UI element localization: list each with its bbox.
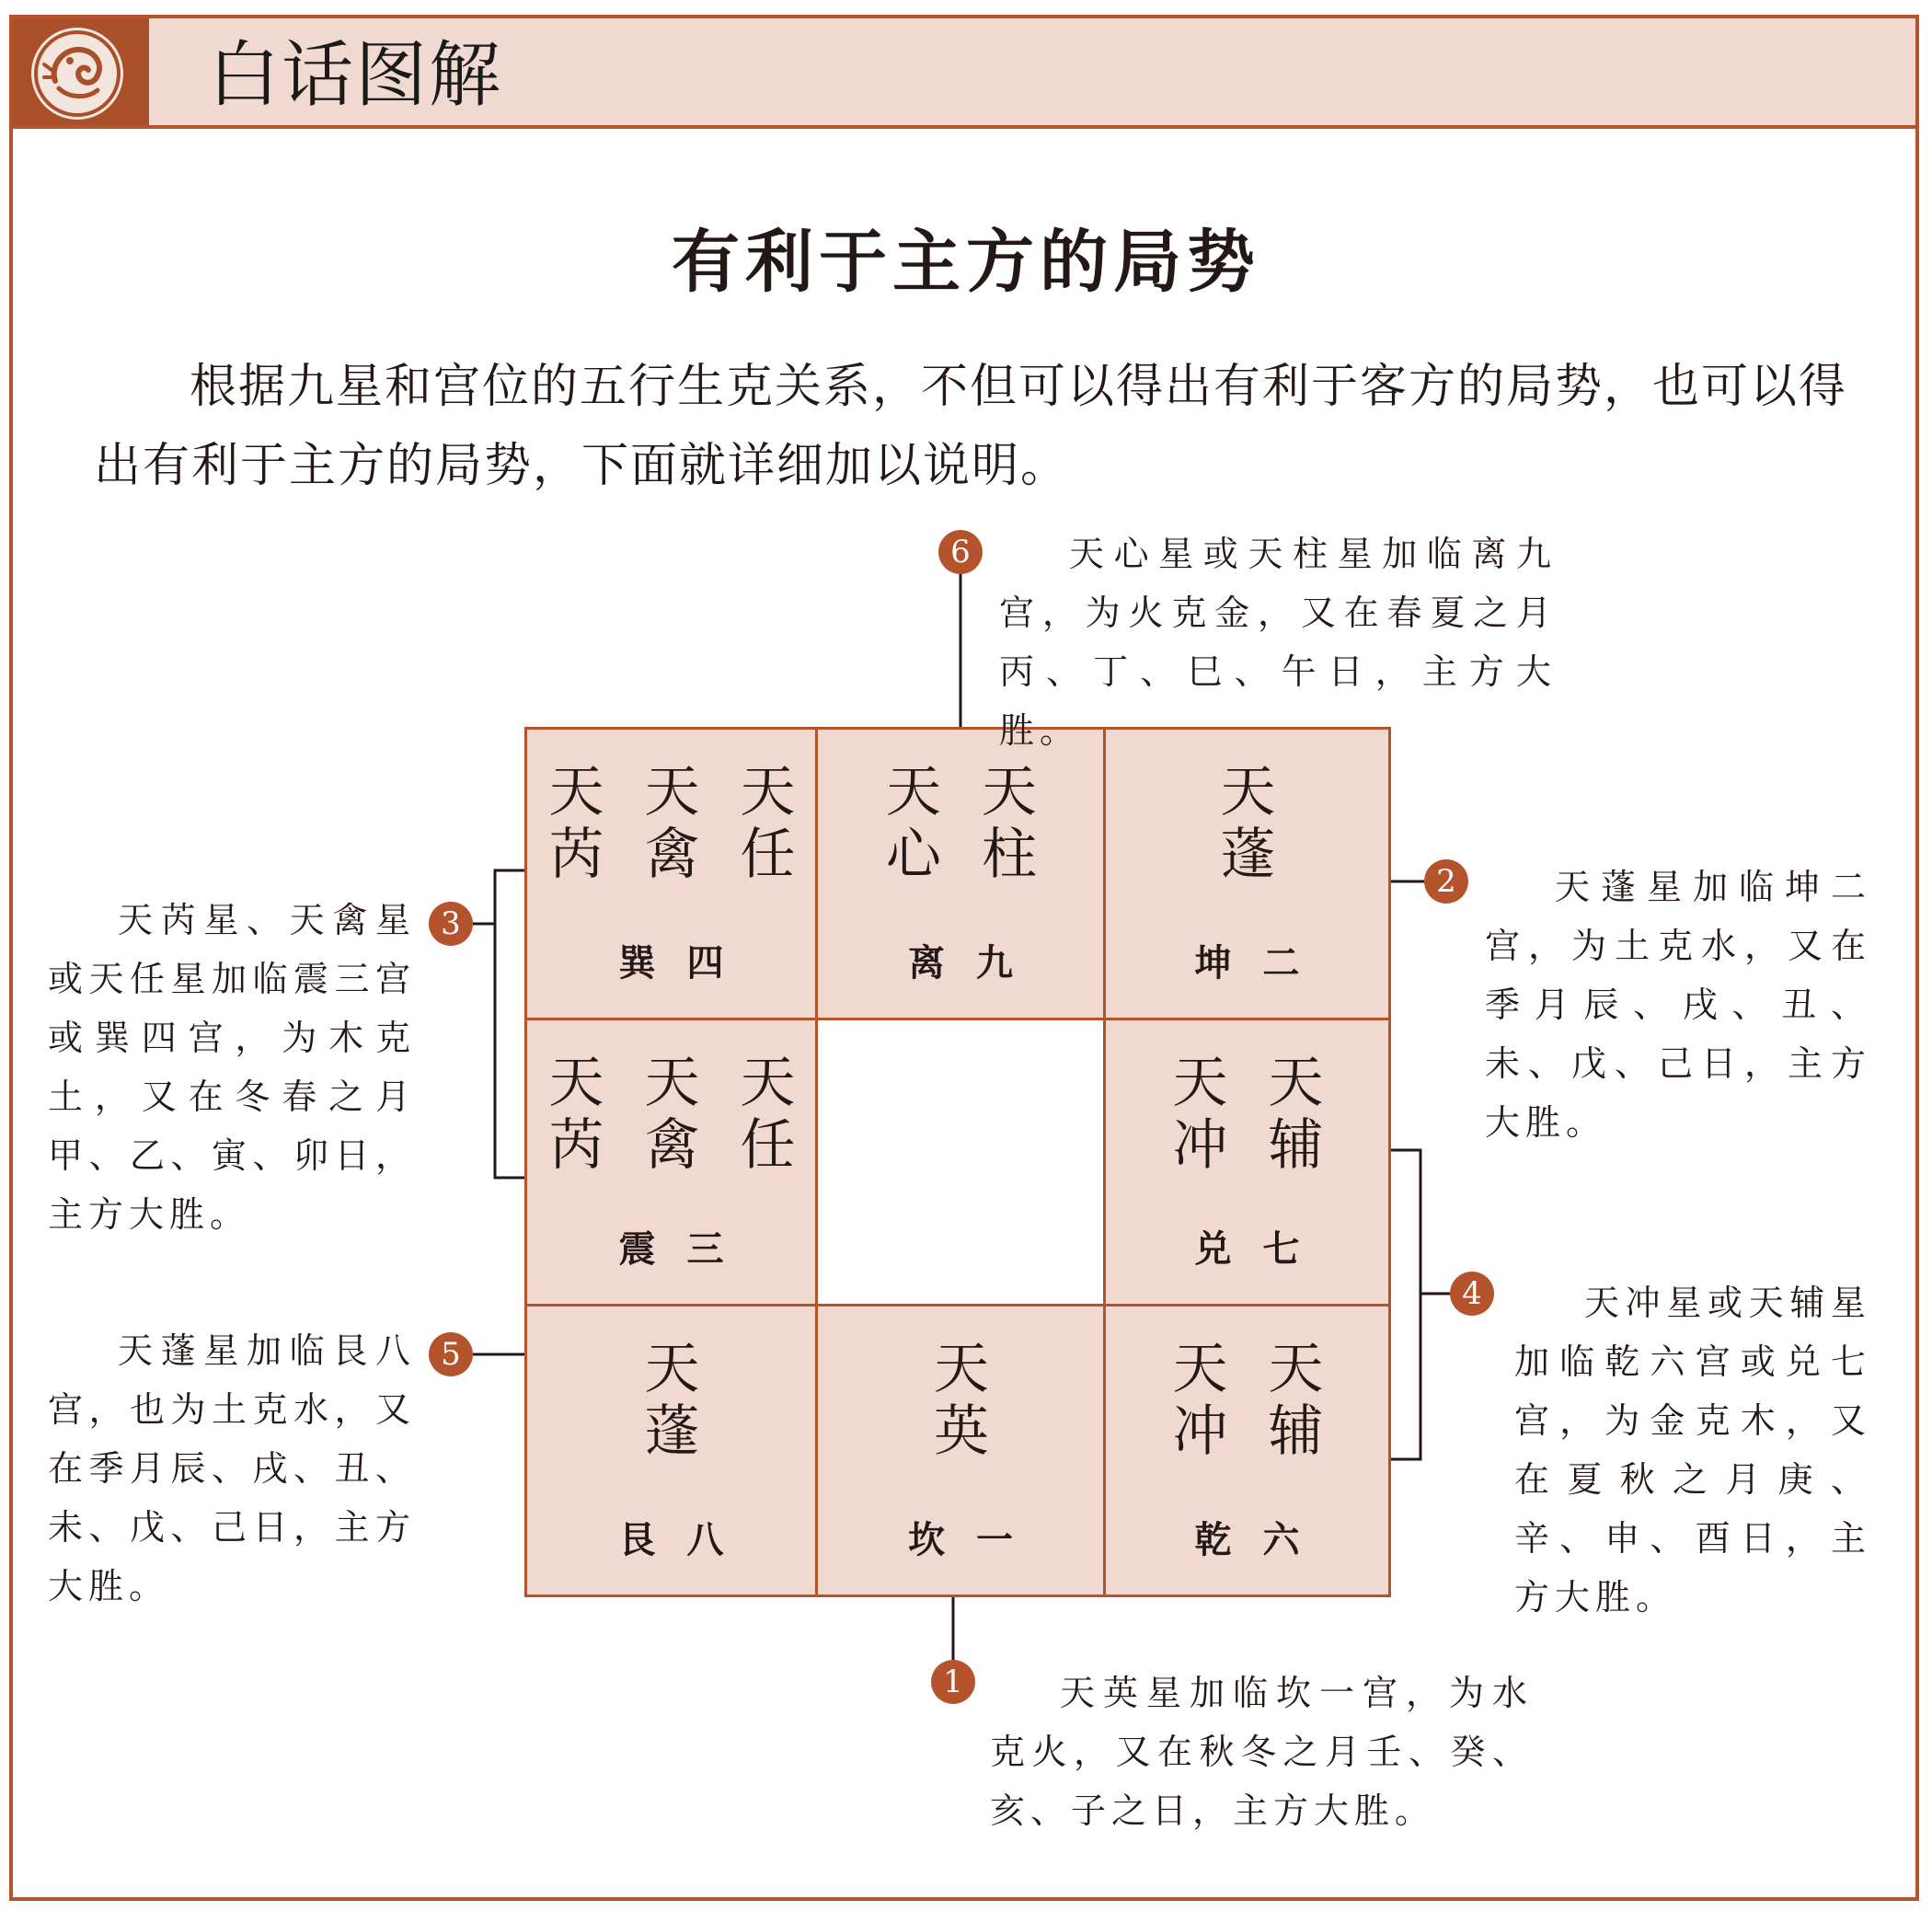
star-label: 天芮 <box>548 1051 604 1178</box>
star-label: 天辅 <box>1268 1051 1324 1178</box>
cell-qian-6 <box>1103 1304 1391 1597</box>
badge-6: 6 <box>938 530 983 574</box>
intro-paragraph: 根据九星和宫位的五行生克关系，不但可以得出有利于客方的局势，也可以得出有利于主方的局势，下面就详细加以说明。 <box>94 360 1848 493</box>
star-label: 天蓬 <box>644 1337 700 1464</box>
cell-center <box>815 1018 1106 1307</box>
cell-kun-2 <box>1103 727 1391 1020</box>
note-text: 天芮星、天禽星或天任星加临震三宫或巽四宫，为木克土，又在冬春之月甲、乙、寅、卯日，主方大胜。 <box>48 900 416 1235</box>
note-4 <box>1514 1273 1871 1627</box>
note-5 <box>48 1321 416 1616</box>
badge-1: 1 <box>931 1660 975 1704</box>
star-label: 天任 <box>740 1051 796 1178</box>
star-label: 天芮 <box>548 760 604 887</box>
palace-label: 坤二 <box>1194 941 1331 984</box>
star-label: 天柱 <box>982 760 1037 887</box>
note-text: 天蓬星加临坤二宫，为土克水，又在季月辰、戌、丑、未、戊、己日，主方大胜。 <box>1485 867 1871 1143</box>
note-6 <box>999 524 1557 760</box>
star-label: 天禽 <box>644 1051 700 1178</box>
note-text: 天冲星或天辅星加临乾六宫或兑七宫，为金克木，又在夏秋之月庚、辛、申、酉日，主方大胜。 <box>1514 1283 1871 1617</box>
star-label: 天英 <box>934 1337 989 1464</box>
badge-2: 2 <box>1424 859 1468 904</box>
palace-label: 乾六 <box>1194 1518 1331 1561</box>
note-text: 天心星或天柱星加临离九宫，为火克金，又在春夏之月丙、丁、巳、午日，主方大胜。 <box>999 534 1557 751</box>
cell-dui-7 <box>1103 1018 1391 1307</box>
star-label: 天蓬 <box>1220 760 1276 887</box>
page-title: 有利于主方的局势 <box>672 223 1260 302</box>
note-1 <box>990 1663 1533 1840</box>
palace-label: 震三 <box>618 1227 755 1271</box>
cell-xun-4 <box>524 727 818 1020</box>
badge-3: 3 <box>429 902 473 946</box>
palace-label: 兑七 <box>1194 1227 1331 1271</box>
cell-kan-1 <box>815 1304 1106 1597</box>
cell-gen-8 <box>524 1304 818 1597</box>
star-label: 天冲 <box>1172 1051 1228 1178</box>
star-label: 天冲 <box>1172 1337 1228 1464</box>
star-label: 天禽 <box>644 760 700 887</box>
badge-5: 5 <box>429 1332 473 1376</box>
cell-zhen-3 <box>524 1018 818 1307</box>
note-2 <box>1485 858 1871 1152</box>
note-text: 天蓬星加临艮八宫，也为土克水，又在季月辰、戌、丑、未、戊、己日，主方大胜。 <box>48 1330 416 1606</box>
palace-label: 艮八 <box>618 1518 755 1561</box>
note-text: 天英星加临坎一宫，为水克火，又在秋冬之月壬、癸、亥、子之日，主方大胜。 <box>990 1673 1533 1831</box>
star-label: 天任 <box>740 760 796 887</box>
star-label: 天心 <box>886 760 941 887</box>
star-label: 天辅 <box>1268 1337 1324 1464</box>
cell-li-9 <box>815 727 1106 1020</box>
header-title: 白话图解 <box>208 34 503 117</box>
palace-label: 离九 <box>908 941 1044 984</box>
palace-label: 巽四 <box>618 941 755 984</box>
badge-4: 4 <box>1450 1272 1494 1316</box>
note-3 <box>48 891 416 1244</box>
palace-label: 坎一 <box>908 1518 1044 1561</box>
